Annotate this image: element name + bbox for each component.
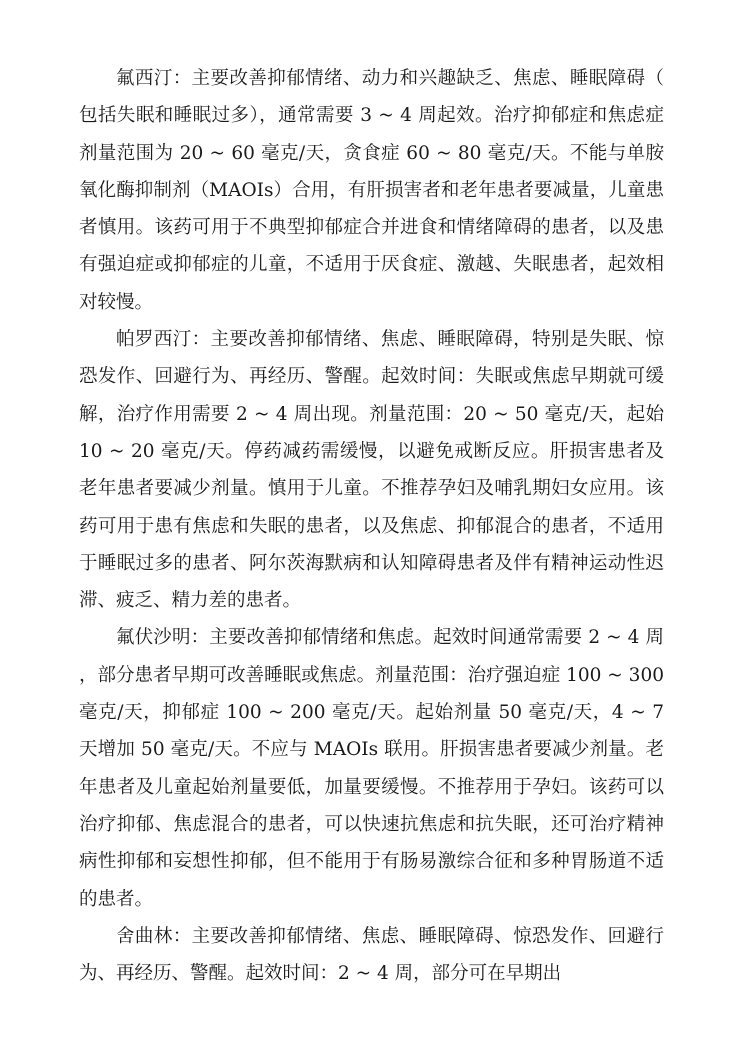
paragraph-fluvoxamine: 氟伏沙明：主要改善抑郁情绪和焦虑。起效时间通常需要 2 ~ 4 周，部分患者早期可改善睡眠或焦虑。剂量范围：治疗强迫症 100 ~ 300 毫克/天，抑郁症 100 ~ 200 毫克/天。起始剂量 50 毫克/天，4 ~ 7 天增加 50 毫克/天。不应与 MAOIs 联用。肝损害患者要减少剂量。老年患者及儿童起始剂量要低，加量要缓慢。不推荐用于孕妇。该药可以治疗抑郁、焦虑混合的患者，可以快速抗焦虑和抗失眠，还可治疗精神病性抑郁和妄想性抑郁，但不能用于有肠易激综合征和多种胃肠道不适的患者。: [79, 627, 664, 910]
paragraph-fluoxetine: 氟西汀：主要改善抑郁情绪、动力和兴趣缺乏、焦虑、睡眠障碍（包括失眠和睡眠过多），通常需要 3 ~ 4 周起效。治疗抑郁症和焦虑症剂量范围为 20 ~ 60 毫克/天，贪食症 60 ~ 80 毫克/天。不能与单胺氧化酶抑制剂（MAOIs）合用，有肝损害者和老年患者要减量，儿童患者慎用。该药可用于不典型抑郁症合并进食和情绪障碍的患者，以及患有强迫症或抑郁症的儿童，不适用于厌食症、激越、失眠患者，起效相对较慢。: [79, 68, 664, 313]
paragraph-paroxetine: 帕罗西汀：主要改善抑郁情绪、焦虑、睡眠障碍，特别是失眠、惊恐发作、回避行为、再经历、警醒。起效时间：失眠或焦虑早期就可缓解，治疗作用需要 2 ~ 4 周出现。剂量范围：20 ~ 50 毫克/天，起始 10 ~ 20 毫克/天。停药减药需缓慢，以避免戒断反应。肝损害患者及老年患者要减少剂量。慎用于儿童。不推荐孕妇及哺乳期妇女应用。该药可用于患有焦虑和失眠的患者，以及焦虑、抑郁混合的患者，不适用于睡眠过多的患者、阿尔茨海默病和认知障碍患者及伴有精神运动性迟滞、疲乏、精力差的患者。: [79, 329, 664, 612]
body-text: [79, 60, 664, 992]
paragraph-sertraline: 舍曲林：主要改善抑郁情绪、焦虑、睡眠障碍、惊恐发作、回避行为、再经历、警醒。起效时间：2 ~ 4 周，部分可在早期出: [79, 925, 664, 985]
